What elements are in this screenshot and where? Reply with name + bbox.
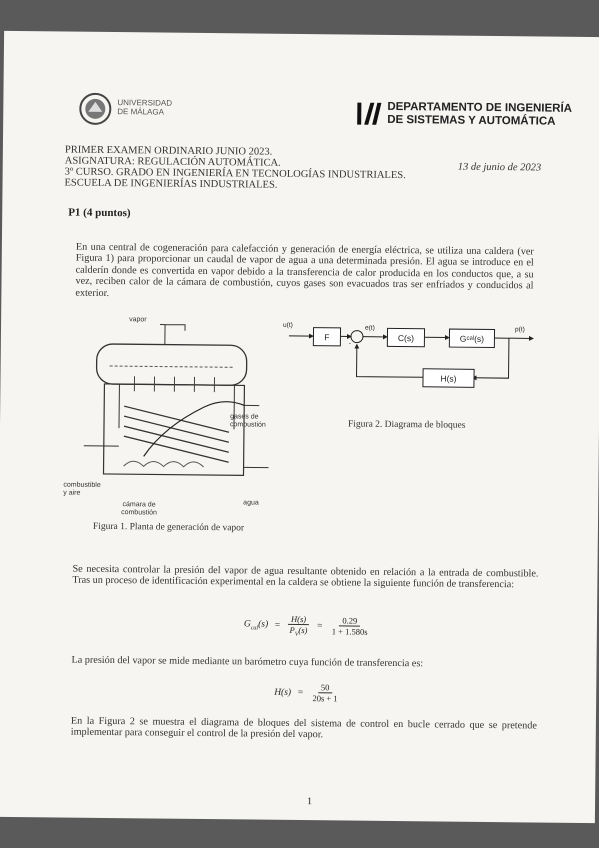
block-gcal-sub: cal xyxy=(466,335,475,342)
eq1-lhs xyxy=(244,619,268,631)
label-gases-line2: combustión xyxy=(229,420,266,429)
exam-line4: ESCUELA DE INGENIERÍAS INDUSTRIALES. xyxy=(64,177,278,191)
eq1-mid-den-arg: (s) xyxy=(298,625,308,636)
block-h: H(s) xyxy=(422,368,474,388)
sum-minus-sign: - xyxy=(348,340,352,348)
eq1-rhs-fraction xyxy=(329,616,371,637)
label-gases-line1: gases de xyxy=(230,413,259,421)
department-line1: DEPARTAMENTO DE INGENIERÍA xyxy=(387,100,573,115)
label-vapor: vapor xyxy=(129,316,147,324)
block-f: F xyxy=(313,327,341,346)
block-c: C(s) xyxy=(387,328,425,347)
eq2-num: 50 xyxy=(318,682,333,693)
figure2-block-diagram xyxy=(282,318,543,401)
eq1-lhs-name: G xyxy=(243,619,251,630)
eq1-mid-num: H(s) xyxy=(288,614,309,625)
eq1-middle-fraction xyxy=(286,614,310,638)
exam-page xyxy=(0,31,599,823)
department-line2: DE SISTEMAS Y AUTOMÁTICA xyxy=(387,113,556,128)
eq1-rhs-num: 0.29 xyxy=(339,616,360,627)
university-name xyxy=(117,98,172,117)
eq1-mid-den-sub: V xyxy=(294,631,299,638)
paragraph-barometer: La presión del vapor se mide mediante un barómetro cuya función de transferencia es: xyxy=(71,654,424,670)
university-line1: UNIVERSIDAD xyxy=(117,98,173,108)
eq1-lhs-sub: cal xyxy=(250,625,259,632)
signal-p: p(t) xyxy=(514,326,525,334)
intro-paragraph: En una central de cogeneración para calefacción y generación de energía eléctrica, se utiliza una caldera (ver Figura 1) para proporcionar un caudal de vapor de agua a una determinada presión. El agua se introduce en el calderín donde es convertida en vapor debido a la transferencia de calor producida en los conductos que, a su vez, reciben calor de la cámara de combustión, cuyos gases son evacuados tras ser enfriados y conducidos al exterior. xyxy=(75,241,534,299)
university-logo xyxy=(78,92,112,131)
equation-h xyxy=(274,682,341,704)
eq1-lhs-arg: (s) xyxy=(258,619,269,630)
block-gcal xyxy=(449,329,495,348)
eq2-equals: = xyxy=(297,687,304,698)
boiler-diagram xyxy=(63,316,285,498)
eq1-rhs-den: 1 + 1.580s xyxy=(331,626,368,638)
exam-line2: ASIGNATURA: REGULACIÓN AUTOMÁTICA. xyxy=(64,155,281,169)
paragraph-identification: Se necesita controlar la presión del vapor de agua resultante obtenido en relación a la entrada de combustible. Tras un proceso de identificación experimental en la caldera se obtiene la siguiente función de transferencia: xyxy=(72,563,539,591)
signal-u: u(t) xyxy=(283,321,293,329)
exam-date: 13 de junio de 2023 xyxy=(457,161,542,174)
isa-logo-icon xyxy=(356,101,382,127)
problem-title: P1 (4 puntos) xyxy=(68,206,131,220)
label-camara xyxy=(121,501,157,517)
exam-line3: 3º CURSO. GRADO EN INGENIERÍA EN TECNOLOGÍAS INDUSTRIALES. xyxy=(64,166,406,182)
department-name xyxy=(387,101,572,129)
label-camara-line2: combustión xyxy=(121,509,157,517)
block-gcal-arg: (s) xyxy=(474,333,485,344)
label-camara-line1: cámara de xyxy=(122,501,156,509)
equation-gcal xyxy=(244,613,371,638)
exam-line1: PRIMER EXAMEN ORDINARIO JUNIO 2023. xyxy=(64,144,273,158)
eq1-mid-den xyxy=(286,625,310,638)
eq1-equals: = xyxy=(274,620,281,631)
eq1-equals-2: = xyxy=(316,621,323,632)
figure1-caption: Figura 1. Planta de generación de vapor xyxy=(92,521,245,534)
label-combustible-line2: y aire xyxy=(63,489,81,497)
eq2-lhs: H(s) xyxy=(274,687,292,698)
label-combustible-line1: combustible xyxy=(63,481,101,489)
figure2-caption: Figura 2. Diagrama de bloques xyxy=(347,419,466,431)
signal-e: e(t) xyxy=(365,324,375,332)
label-combustible xyxy=(63,482,101,497)
department-logo xyxy=(356,101,382,132)
page-number: 1 xyxy=(307,796,313,808)
paragraph-closed-loop: En la Figura 2 se muestra el diagrama de bloques del sistema de control en bucle cerrado que se pretende implementar para conseguir el control de la presión del vapor. xyxy=(70,715,537,741)
label-agua: agua xyxy=(243,499,259,507)
eq2-fraction xyxy=(309,682,340,703)
block-gcal-name: G xyxy=(459,333,467,344)
eq1-mid-den-name: P xyxy=(289,624,295,635)
label-gases xyxy=(230,413,266,428)
university-seal-icon xyxy=(78,92,112,126)
university-line2: DE MÁLAGA xyxy=(117,107,165,117)
eq2-den: 20s + 1 xyxy=(312,693,338,704)
